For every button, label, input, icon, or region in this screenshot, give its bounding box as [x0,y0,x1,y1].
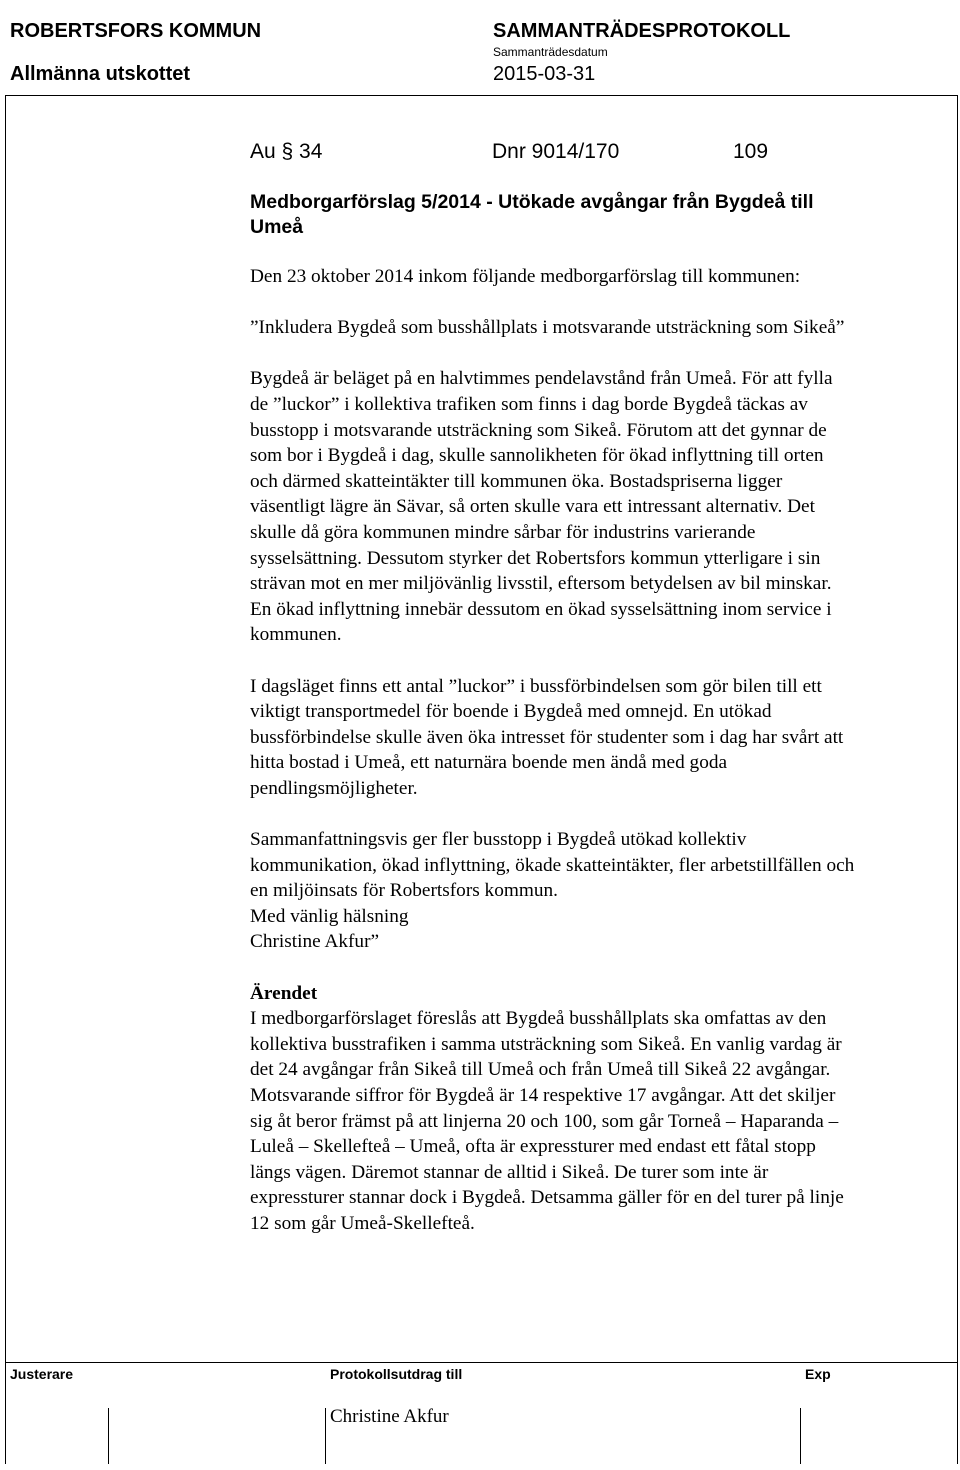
paragraph-number: Au § 34 [250,140,323,163]
date-label: Sammanträdesdatum [493,45,608,59]
footer-divider [5,1362,958,1363]
header-divider [5,95,958,96]
greeting: Med vänlig hälsning [250,905,409,927]
proposal-paragraph: I dagsläget finns ett antal ”luckor” i bussförbindelsen som gör bilen till ett viktigt transportmedel för boende i Bygdeå med omnejd. En utökad bussförbindelse skulle även öka intresset för studenter som i dag har svårt att hitta bostad i Umeå, ett naturnära boende men ändå med goda pendlingsmöjligheter. [250,675,844,799]
municipality-name: ROBERTSFORS KOMMUN [10,20,262,42]
document-body [250,264,855,1237]
committee-name: Allmänna utskottet [10,63,191,85]
footer-exp-label: Exp [805,1366,831,1382]
intro-text: Den 23 oktober 2014 inkom följande medborgarförslag till kommunen: [250,266,801,287]
protocol-title: SAMMANTRÄDESPROTOKOLL [493,20,791,42]
arendet-text: I medborgarförslaget föreslås att Bygdeå busshållplats ska omfattas av den kollektiva busstrafiken i samma utsträckning som Sikeå. En vanlig vardag är det 24 avgångar från Sikeå till Umeå och från Umeå till Sikeå 22 avgångar. Motsvarande siffror för Bygdeå är 14 respektive 17 avgångar. Att det skiljer sig åt beror främst på att linjerna 20 och 100, som går Torneå – Haparanda – Luleå – Skellefteå – Umeå, ofta är expressturer med endast ett fåtal stopp längs vägen. Däremot stannar de alltid i Sikeå. De turer som inte är expressturer stannar dock i Bygdeå. Detsamma gäller för en del turer på linje 12 som går Umeå-Skellefteå. [250,1008,844,1234]
footer-column-divider [800,1408,801,1464]
proposal-paragraph: Bygdeå är beläget på en halvtimmes pendelavstånd från Umeå. För att fylla de ”luckor” i kollektiva trafiken som finns i dag borde Bygdeå täckas av busstopp i motsvarande utsträckning som Sikeå. Förutom att det gynnar de som bor i Bygdeå i dag, skulle sannolikheten för ökad inflyttning till orten och därmed skatteintäkter till kommunen öka. Bostadspriserna ligger väsentligt lägre än Sävar, så orten skulle vara ett intressant alternativ. Det skulle då göra kommunen mindre sårbar för industrins varierande sysselsättning. Dessutom styrker det Robertsfors kommun ytterligare i sin strävan mot en mer miljövänlig livsstil, eftersom betydelsen av bil minskar. En ökad inflyttning innebär dessutom en ökad sysselsättning inom service i kommunen. [250,368,833,646]
footer-utdrag-label: Protokollsutdrag till [330,1366,463,1382]
page-number: 109 [733,140,769,163]
footer-column-divider [108,1408,109,1464]
diary-number: Dnr 9014/170 [492,140,620,163]
meeting-date: 2015-03-31 [493,63,596,85]
footer-utdrag-recipient: Christine Akfur [330,1406,449,1427]
proposal-quote: ”Inkludera Bygdeå som busshållplats i motsvarande utsträckning som Sikeå” [250,317,845,339]
case-title: Medborgarförslag 5/2014 - Utökade avgångar från Bygdeå till Umeå [250,191,814,238]
right-margin-line [957,96,958,1464]
proposal-paragraph: Sammanfattningsvis ger fler busstopp i Bygdeå utökad kollektiv kommunikation, ökad inflyttning, ökade skatteintäkter, fler arbetstillfällen och en miljöinsats för Robertsfors kommun. [250,829,855,902]
signature: Christine Akfur” [250,931,380,953]
left-margin-line [5,96,6,1464]
footer-column-divider [325,1408,326,1464]
footer-justerare-label: Justerare [10,1366,74,1382]
section-heading-arendet: Ärendet [250,982,318,1004]
